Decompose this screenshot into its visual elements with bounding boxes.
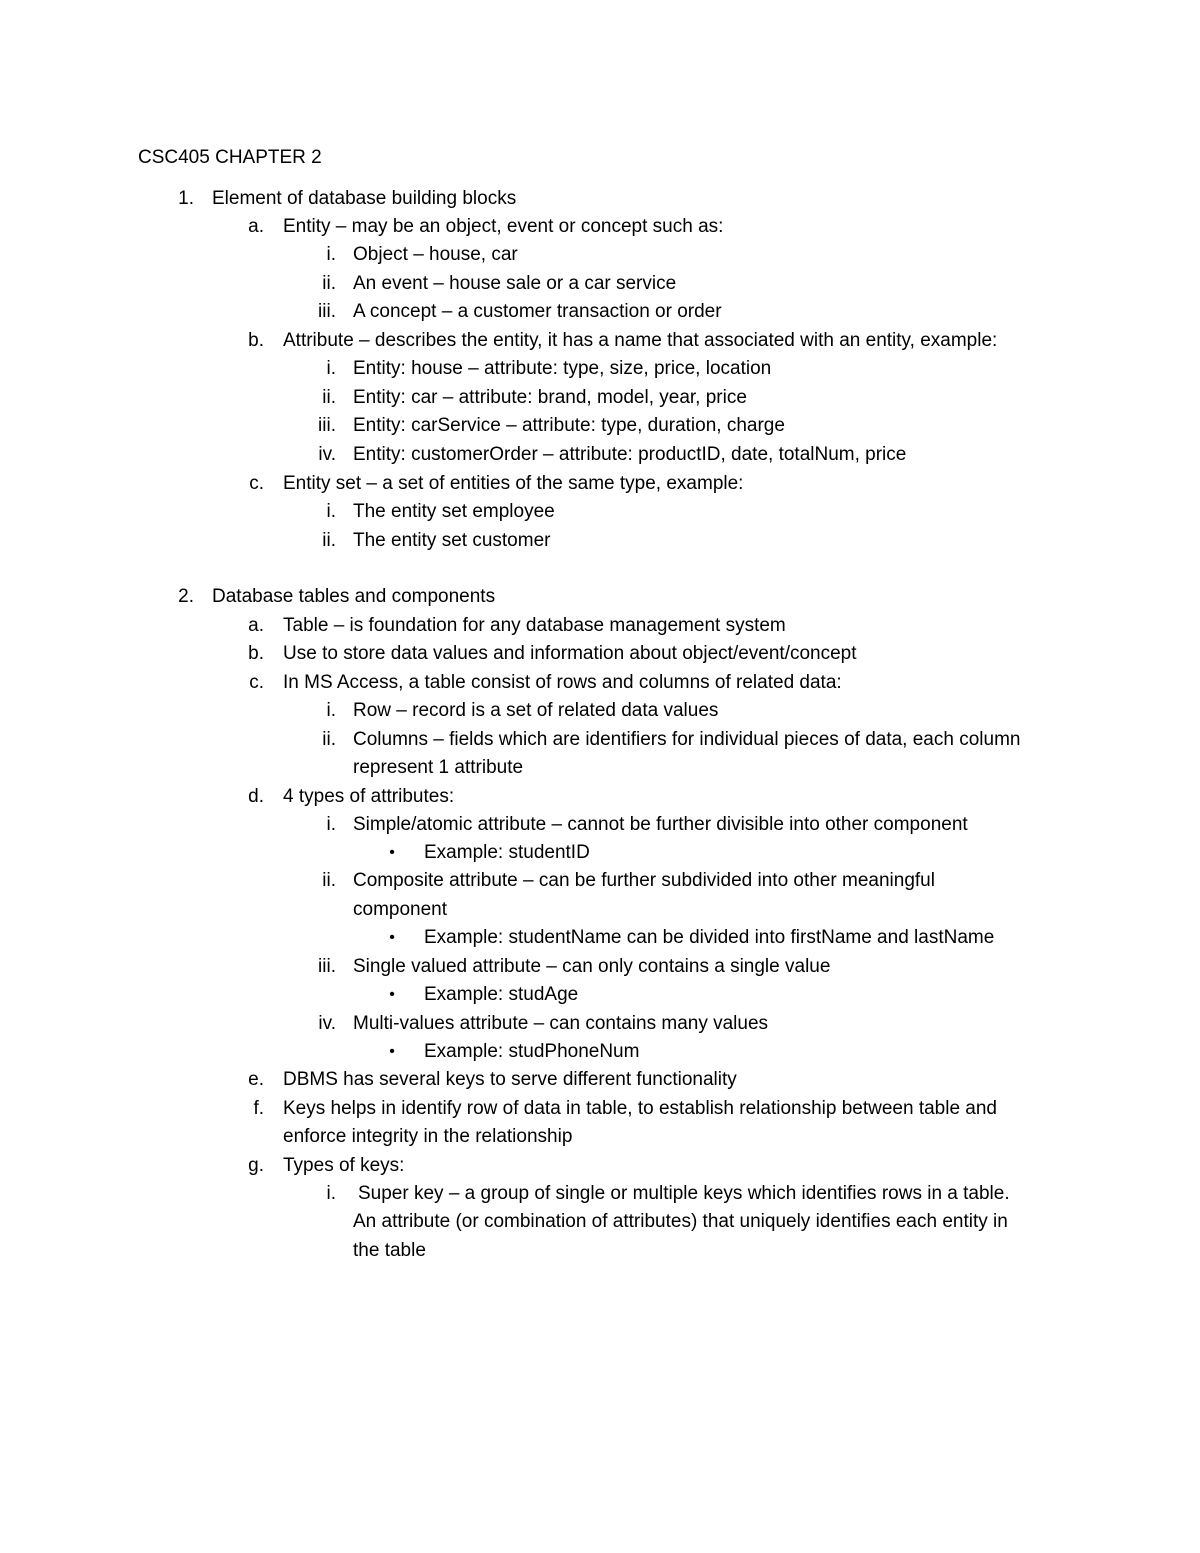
item-marker: c. bbox=[249, 473, 264, 494]
item-text: An event – house sale or a car service bbox=[353, 273, 677, 294]
item-text: the table bbox=[353, 1240, 426, 1261]
item-marker: iii. bbox=[318, 956, 336, 977]
item-marker: a. bbox=[248, 615, 264, 636]
item-text: Super key – a group of single or multiple keys which identifies rows in a table. bbox=[358, 1183, 1010, 1204]
item-text: Object – house, car bbox=[353, 244, 518, 265]
item-text: Example: studAge bbox=[424, 984, 579, 1005]
item-text: Entity: carService – attribute: type, duration, charge bbox=[353, 415, 785, 436]
bullet-marker: • bbox=[389, 929, 395, 946]
item-marker: e. bbox=[248, 1069, 264, 1090]
item-text: An attribute (or combination of attributes) that uniquely identifies each entity in bbox=[353, 1211, 1008, 1232]
item-marker: iv. bbox=[318, 444, 336, 465]
item-text: Row – record is a set of related data values bbox=[353, 700, 719, 721]
item-text: Entity: car – attribute: brand, model, year, price bbox=[353, 387, 747, 408]
item-text: Simple/atomic attribute – cannot be further divisible into other component bbox=[353, 814, 968, 835]
item-marker: ii. bbox=[322, 273, 336, 294]
item-marker: i. bbox=[326, 244, 336, 265]
item-text: Example: studPhoneNum bbox=[424, 1041, 640, 1062]
item-marker: c. bbox=[249, 672, 264, 693]
item-marker: iv. bbox=[318, 1013, 336, 1034]
item-marker: iii. bbox=[318, 301, 336, 322]
item-marker: ii. bbox=[322, 387, 336, 408]
item-text: A concept – a customer transaction or order bbox=[353, 301, 722, 322]
item-marker: b. bbox=[248, 643, 264, 664]
item-marker: 1. bbox=[178, 188, 194, 209]
item-text: The entity set employee bbox=[353, 501, 555, 522]
item-text: Columns – fields which are identifiers for individual pieces of data, each column bbox=[353, 729, 1021, 750]
item-text: Entity set – a set of entities of the same type, example: bbox=[283, 473, 744, 494]
item-text: enforce integrity in the relationship bbox=[283, 1126, 573, 1147]
bullet-marker: • bbox=[389, 844, 395, 861]
item-marker: g. bbox=[248, 1155, 264, 1176]
item-text: Keys helps in identify row of data in table, to establish relationship between table and bbox=[283, 1098, 998, 1119]
item-marker: ii. bbox=[322, 530, 336, 551]
item-text: Attribute – describes the entity, it has a name that associated with an entity, example: bbox=[283, 330, 998, 351]
item-marker: 2. bbox=[178, 586, 194, 607]
item-marker: d. bbox=[248, 786, 264, 807]
item-text: component bbox=[353, 899, 448, 920]
item-text: represent 1 attribute bbox=[353, 757, 524, 778]
item-text: Example: studentID bbox=[424, 842, 590, 863]
item-text: Use to store data values and information about object/event/concept bbox=[283, 643, 857, 664]
item-marker: f. bbox=[253, 1098, 264, 1119]
item-text: Element of database building blocks bbox=[212, 188, 517, 209]
item-text: Multi-values attribute – can contains many values bbox=[353, 1013, 769, 1034]
item-text: Single valued attribute – can only contains a single value bbox=[353, 956, 831, 977]
item-marker: i. bbox=[326, 501, 336, 522]
item-text: Database tables and components bbox=[212, 586, 496, 607]
item-text: Types of keys: bbox=[283, 1155, 405, 1176]
item-text: The entity set customer bbox=[353, 530, 551, 551]
item-text: DBMS has several keys to serve different functionality bbox=[283, 1069, 737, 1090]
item-text: Table – is foundation for any database management system bbox=[283, 615, 786, 636]
item-marker: i. bbox=[326, 1183, 336, 1204]
item-text: Entity – may be an object, event or concept such as: bbox=[283, 216, 724, 237]
bullet-marker: • bbox=[389, 1043, 395, 1060]
item-text: Composite attribute – can be further subdivided into other meaningful bbox=[353, 870, 935, 891]
item-text: Entity: house – attribute: type, size, price, location bbox=[353, 358, 772, 379]
item-text: 4 types of attributes: bbox=[283, 786, 455, 807]
item-marker: ii. bbox=[322, 870, 336, 891]
item-marker: i. bbox=[326, 358, 336, 379]
item-marker: b. bbox=[248, 330, 264, 351]
bullet-marker: • bbox=[389, 986, 395, 1003]
item-text: Entity: customerOrder – attribute: productID, date, totalNum, price bbox=[353, 444, 907, 465]
item-text: Example: studentName can be divided into firstName and lastName bbox=[424, 927, 995, 948]
item-marker: iii. bbox=[318, 415, 336, 436]
item-marker: i. bbox=[326, 700, 336, 721]
item-marker: ii. bbox=[322, 729, 336, 750]
item-marker: a. bbox=[248, 216, 264, 237]
item-text: In MS Access, a table consist of rows and columns of related data: bbox=[283, 672, 842, 693]
document-title: CSC405 CHAPTER 2 bbox=[138, 147, 322, 168]
item-marker: i. bbox=[326, 814, 336, 835]
